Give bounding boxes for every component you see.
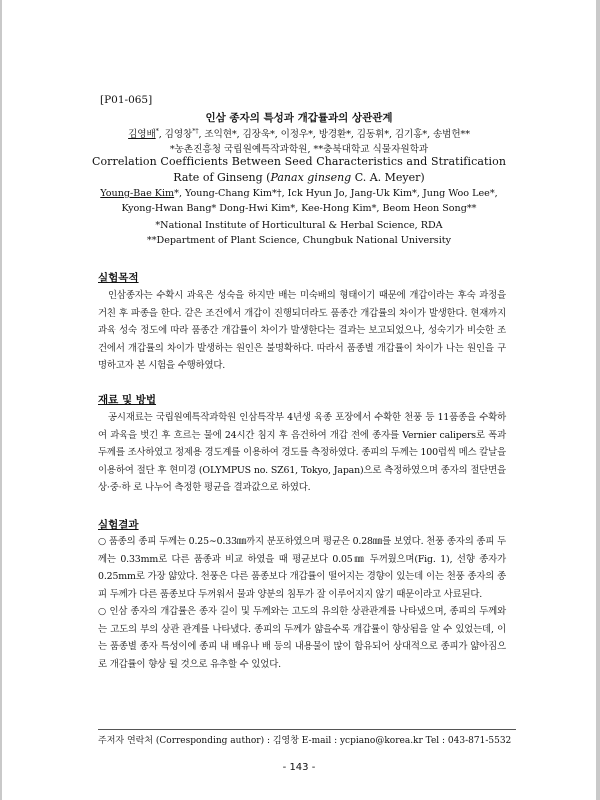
korean-authors <box>2 126 596 140</box>
korean-lead-author: 김영배 <box>128 129 156 140</box>
section-body-methods <box>98 409 506 497</box>
footer-divider <box>98 729 516 730</box>
korean-second-author-mark: *† <box>192 127 199 135</box>
methods-paragraph: 공시재료는 국립원예특작과학원 인삼특작부 4년생 육종 포장에서 수확한 천풍 등 11품종을 수확하여 과육을 벗긴 후 흐르는 물에 24시간 침지 후 음건하여 개갑 전에 종자를 Vernier calipers로 폭과 두께를 조사하였고 정제용 경도계를 이용하여 경도를 측정하였다. 종피의 두께는 100럽씩 메스 칼날을 이용하여 절단 후 현미경 (OLYMPUS no. SZ61, Tokyo, Japan)으로 측정하였으며 종자의 절단면을 상·중·하 로 나누어 측정한 평균을 결과값으로 하였다. <box>98 412 506 493</box>
section-body-results <box>98 533 506 673</box>
section-body-objective <box>98 287 506 375</box>
korean-affiliation: *농촌진흥청 국립원예특작과학원, **충북대학교 식물자원학과 <box>169 144 429 155</box>
korean-other-authors: , 조익현*, 김장욱*, 이정우*, 방경환*, 김동휘*, 김기홍*, 송범헌** <box>198 129 470 140</box>
corresponding-author-contact: 주저자 연락처 (Corresponding author) : 김영창 E-mail : ycpiano@korea.kr Tel : 043-871-5532 <box>98 736 512 746</box>
english-affiliation-1: *National Institute of Horticultural & Herbal Science, RDA <box>155 220 443 231</box>
english-title-species: Panax ginseng <box>270 171 352 184</box>
korean-lead-author-mark: * <box>155 127 159 135</box>
section-heading-results: 실험결과 <box>98 519 139 531</box>
english-authors-rest: *, Young-Chang Kim*†, Ick Hyun Jo, Jang-Uk Kim*, Jung Woo Lee*, <box>174 188 498 199</box>
english-authors-line1 <box>2 188 596 199</box>
page-number: - 143 - <box>282 762 316 773</box>
english-affiliation-2: **Department of Plant Science, Chungbuk National University <box>146 235 452 246</box>
english-title-post: C. A. Meyer) <box>351 171 425 184</box>
abstract-code: [P01-065] <box>100 94 153 106</box>
korean-second-author: , 김영창 <box>158 129 193 140</box>
english-title-pre: Rate of Ginseng ( <box>173 171 271 184</box>
section-heading-methods: 재료 및 방법 <box>98 394 157 406</box>
english-authors-line2: Kyong-Hwan Bang* Dong-Hwi Kim*, Kee-Hong Kim*, Beom Heon Song** <box>121 203 477 214</box>
english-title-line1: Correlation Coefficients Between Seed Characteristics and Stratification <box>91 155 507 168</box>
objective-paragraph: 인삼종자는 수확시 과육은 성숙을 하지만 배는 미숙배의 형태이기 때문에 개갑이라는 후숙 과정을 거친 후 파종을 한다. 같은 조건에서 개갑이 진행되더라도 품종간 개갑률의 차이가 발생한다. 현재까지 과육 성숙 정도에 따라 품종간 개갑률이 차이가 발생한다는 결과는 보고되었으나, 성숙기가 비슷한 조건에서 개갑률의 차이가 발생하는 원인은 불명확하다. 따라서 품종별 개갑률이 차이가 나는 원인을 구명하고자 본 시험을 수행하였다. <box>98 290 506 371</box>
section-heading-objective: 실험목적 <box>98 272 139 284</box>
results-paragraph-2: ○ 인삼 종자의 개갑률은 종자 길이 및 두께와는 고도의 유의한 상관관계를 나타냈으며, 종피의 두께와는 고도의 부의 상관 관계를 나타냈다. 종피의 두께가 얇을수록 개갑률이 향상됨을 알 수 있었는데, 이는 품종별 종자 특성이에 종피 내 배유나 배 등의 내용물이 많이 함유되어 상대적으로 종피가 얇아짐으로 개갑률이 향상 될 것으로 유추할 수 있었다. <box>98 606 506 670</box>
paper-page <box>2 0 596 800</box>
results-paragraph-1: ○ 품종의 종피 두께는 0.25∼0.33㎜까지 분포하였으며 평균은 0.28㎜를 보였다. 천풍 종자의 종피 두께는 0.33mm로 다른 품종과 비교 하였을 때 평균보다 0.05㎜ 두꺼웠으며(Fig. 1), 선향 종자가 0.25mm로 가장 얇았다. 천풍은 다른 품종보다 개갑률이 떨어지는 경향이 있는데 이는 천풍 종자의 종피 두께가 다른 품종보다 두꺼워서 물과 양분의 침투가 잘 이루어지지 않기 때문이라고 사료된다. <box>98 536 506 600</box>
korean-title: 인삼 종자의 특성과 개갑률과의 상관관계 <box>205 112 393 124</box>
english-lead-author: Young-Bae Kim <box>100 188 175 199</box>
english-title-line2 <box>2 171 596 184</box>
